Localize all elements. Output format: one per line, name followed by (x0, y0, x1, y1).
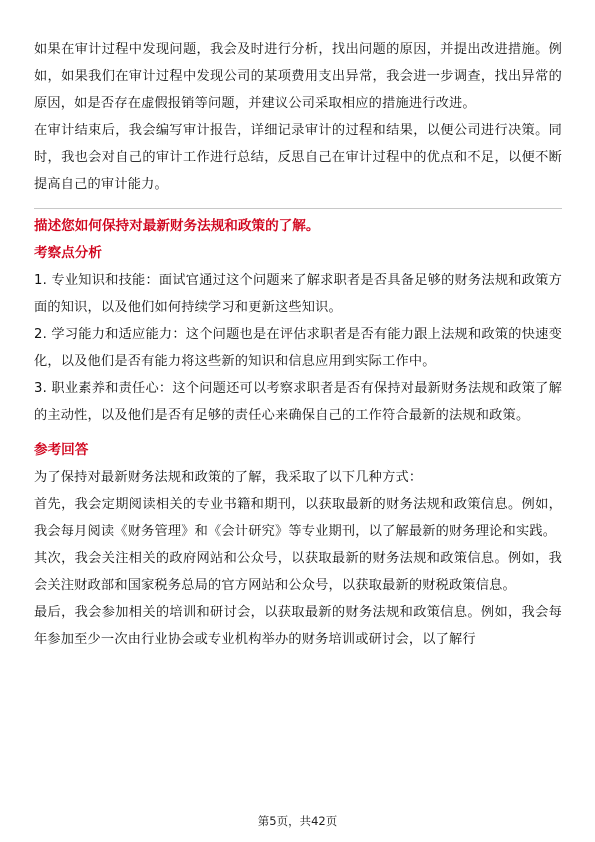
section-divider (34, 208, 562, 209)
page-number-footer: 第5页，共42页 (257, 814, 338, 828)
answer-paragraph-4: 最后，我会参加相关的培训和研讨会，以获取最新的财务法规和政策信息。例如，我会每年参加至少一次由行业协会或专业机构举办的财务培训或研讨会，以了解行 (34, 605, 562, 647)
question-heading: 描述您如何保持对最新财务法规和政策的了解。 (34, 218, 320, 234)
answer-paragraph-2: 首先，我会定期阅读相关的专业书籍和期刊，以获取最新的财务法规和政策信息。例如，我会每月阅读《财务管理》和《会计研究》等专业期刊，以了解最新的财务理论和实践。 (34, 497, 562, 539)
section-spacer (34, 429, 562, 437)
analysis-heading: 考察点分析 (34, 245, 102, 261)
intro-paragraph-1: 如果在审计过程中发现问题，我会及时进行分析，找出问题的原因，并提出改进措施。例如，如果我们在审计过程中发现公司的某项费用支出异常，我会进一步调查，找出异常的原因，如是否存在虚假报销等问题，并建议公司采取相应的措施进行改进。 (34, 42, 562, 111)
analysis-item-1: 1. 专业知识和技能：面试官通过这个问题来了解求职者是否具备足够的财务法规和政策方面的知识，以及他们如何持续学习和更新这些知识。 (34, 273, 562, 315)
answer-heading: 参考回答 (34, 442, 89, 458)
page-content (34, 36, 562, 653)
analysis-item-2: 2. 学习能力和适应能力：这个问题也是在评估求职者是否有能力跟上法规和政策的快速变化，以及他们是否有能力将这些新的知识和信息应用到实际工作中。 (34, 327, 562, 369)
answer-paragraph-3: 其次，我会关注相关的政府网站和公众号，以获取最新的财务法规和政策信息。例如，我会关注财政部和国家税务总局的官方网站和公众号，以获取最新的财税政策信息。 (34, 551, 562, 593)
analysis-item-3: 3. 职业素养和责任心：这个问题还可以考察求职者是否有保持对最新财务法规和政策了解的主动性，以及他们是否有足够的责任心来确保自己的工作符合最新的法规和政策。 (34, 381, 562, 423)
answer-paragraph-1: 为了保持对最新财务法规和政策的了解，我采取了以下几种方式： (34, 470, 423, 485)
intro-paragraph-2: 在审计结束后，我会编写审计报告，详细记录审计的过程和结果，以便公司进行决策。同时，我也会对自己的审计工作进行总结，反思自己在审计过程中的优点和不足，以便不断提高自己的审计能力。 (34, 123, 562, 192)
